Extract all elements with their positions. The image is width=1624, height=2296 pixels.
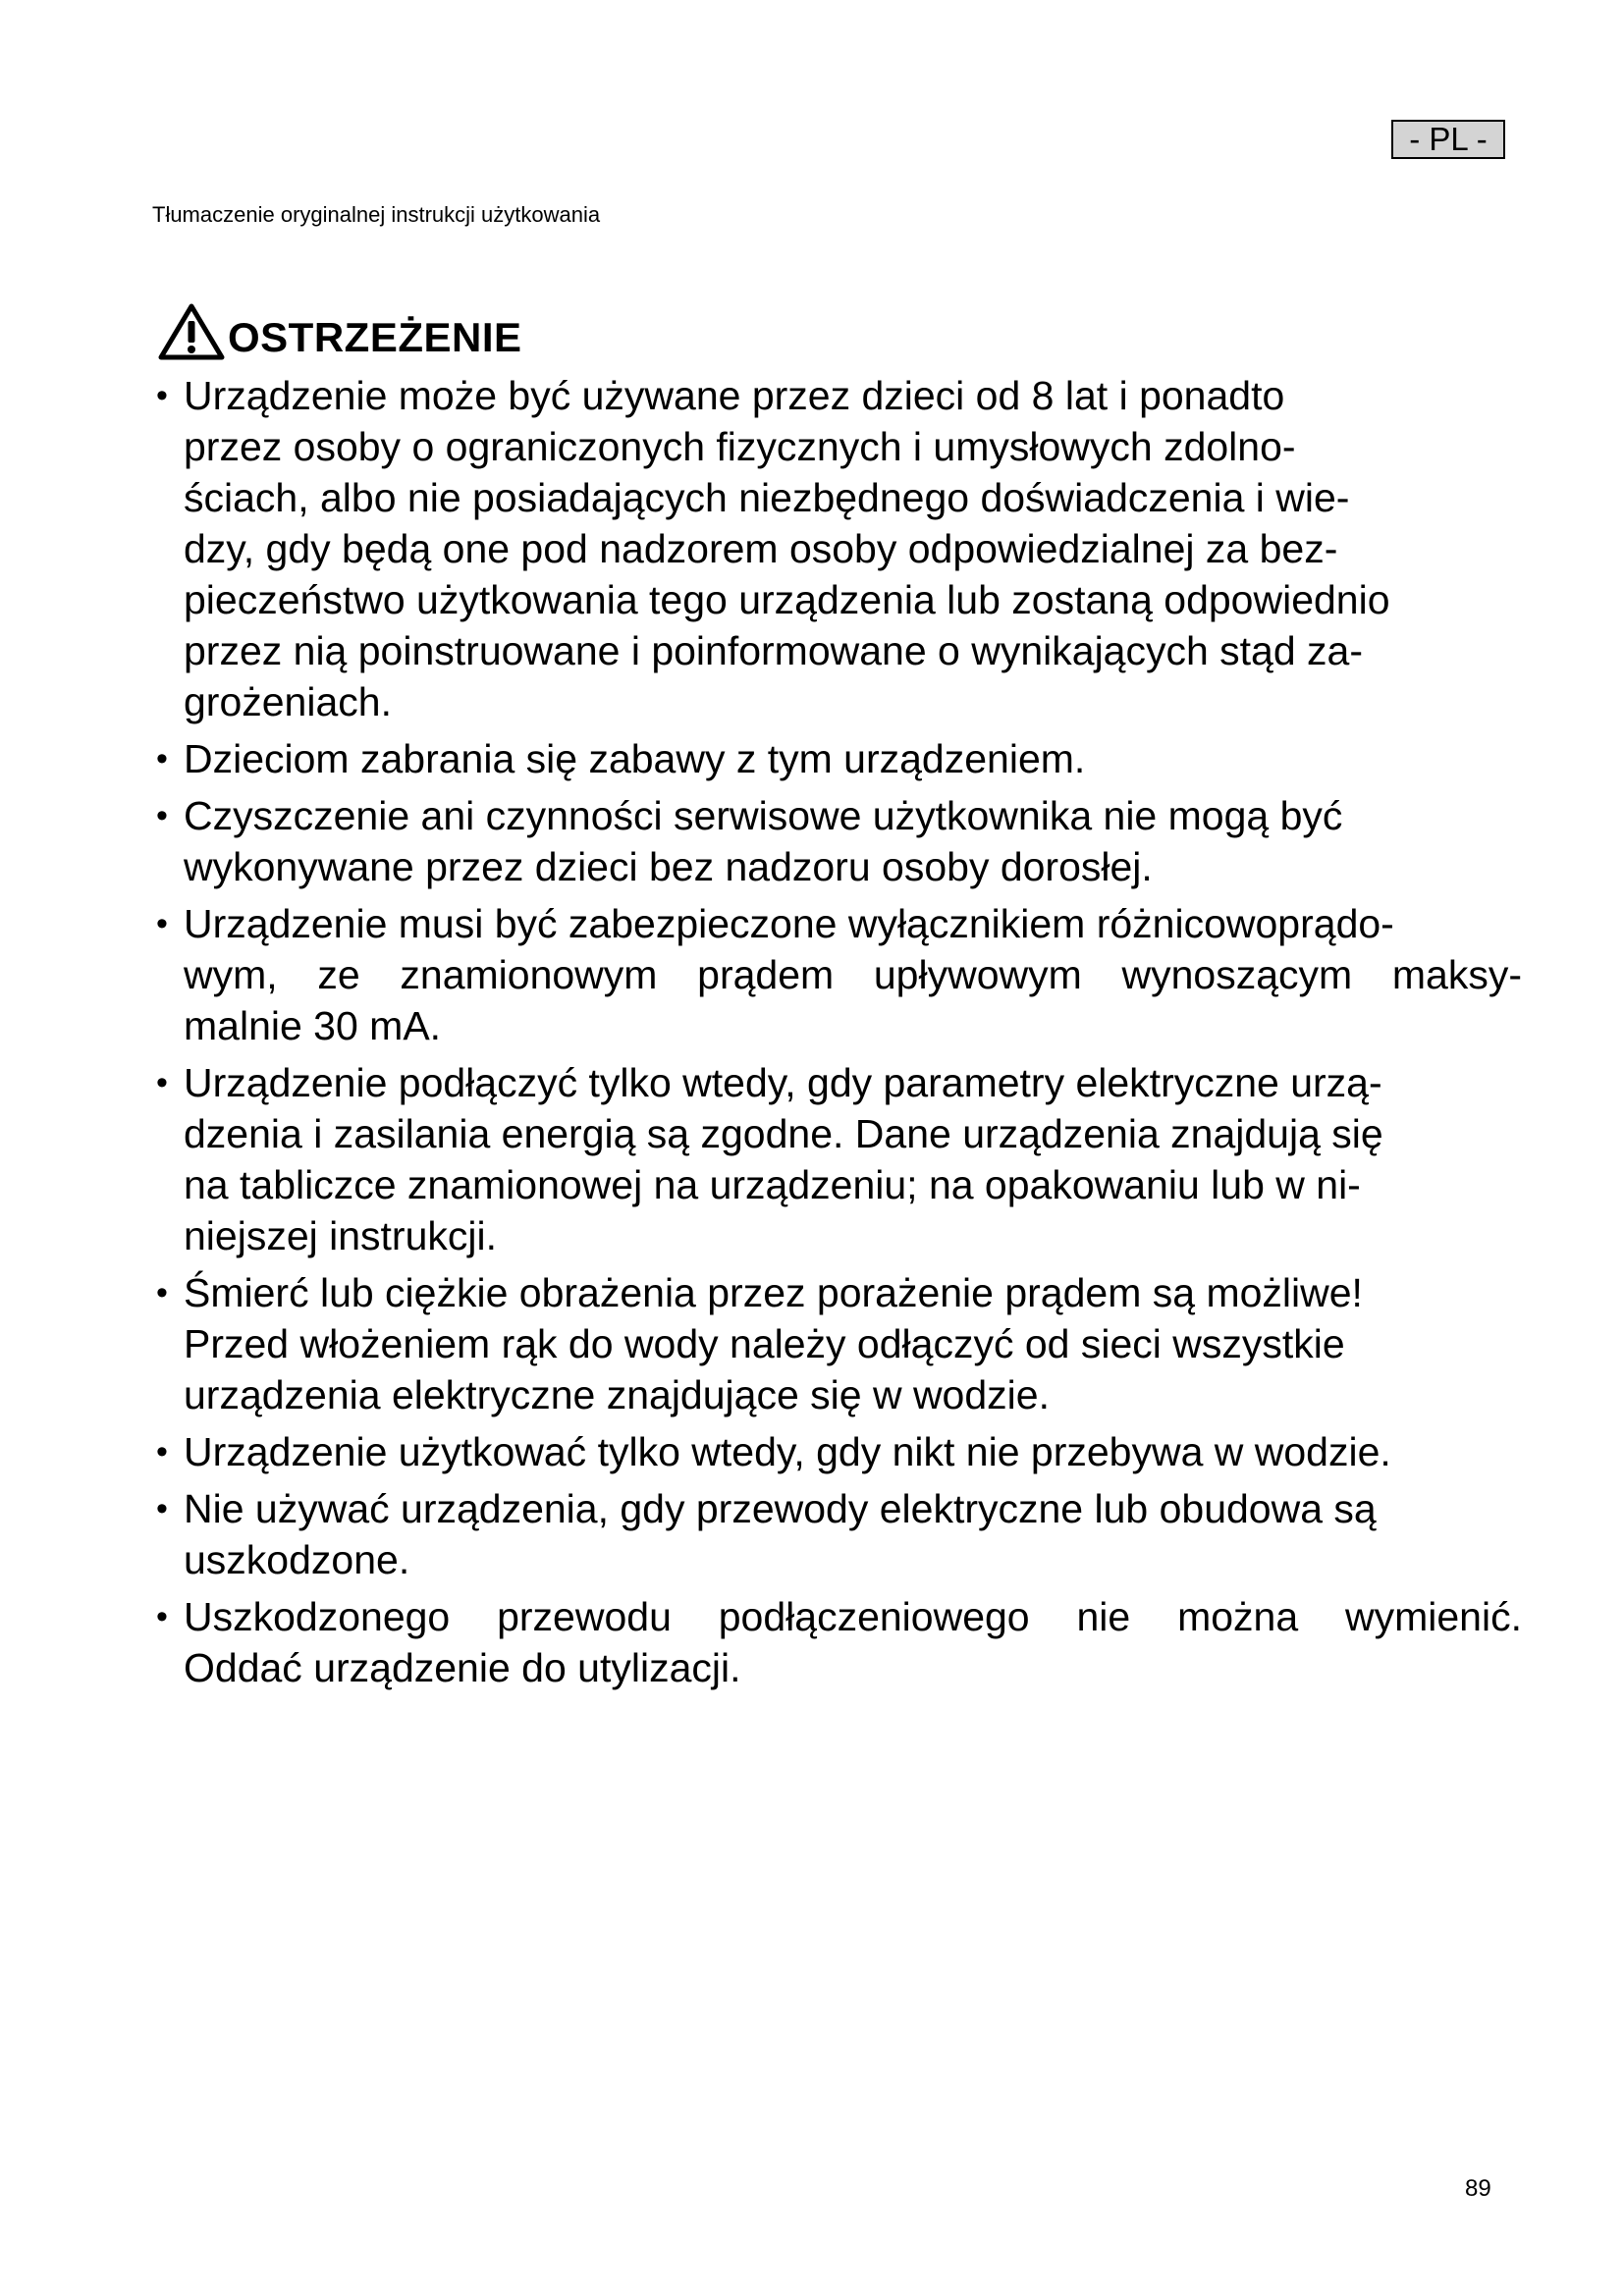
item-line: Urządzenie użytkować tylko wtedy, gdy nikt nie przebywa w wodzie. [184,1429,1391,1474]
item-line: dzy, gdy będą one pod nadzorem osoby odpowiedzialnej za bez- [184,526,1338,571]
list-item [152,1483,1522,1585]
item-line: Czyszczenie ani czynności serwisowe użytkownika nie mogą być [184,793,1343,838]
item-line: przez osoby o ograniczonych fizycznych i umysłowych zdolno- [184,424,1296,469]
item-line: Nie używać urządzenia, gdy przewody elektryczne lub obudowa są [184,1486,1377,1531]
item-line: urządzenia elektryczne znajdujące się w wodzie. [184,1372,1050,1417]
item-line: Urządzenie może być używane przez dzieci od 8 lat i ponadto [184,373,1285,418]
item-line: Urządzenie podłączyć tylko wtedy, gdy parametry elektryczne urzą- [184,1060,1382,1105]
item-line: dzenia i zasilania energią są zgodne. Dane urządzenia znajdują się [184,1111,1383,1156]
warning-title: OSTRZEŻENIE [228,314,522,360]
item-line: na tabliczce znamionowej na urządzeniu; na opakowaniu lub w ni- [184,1162,1361,1207]
page-number: 89 [1465,2175,1491,2202]
bullet-icon: • [156,377,168,414]
list-item [152,898,1522,1051]
bullet-icon: • [156,797,168,834]
warning-header [157,291,522,361]
list-item [152,370,1522,727]
document-subtitle: Tłumaczenie oryginalnej instrukcji użytkowania [152,202,601,227]
item-line: grożeniach. [184,679,392,724]
item-line: wym, ze znamionowym prądem upływowym wynoszącym maksy- [184,952,1522,997]
list-item [152,1591,1522,1693]
item-line: ściach, albo nie posiadających niezbędnego doświadczenia i wie- [184,475,1350,520]
warning-list [152,370,1522,1699]
item-line: niejszej instrukcji. [184,1213,497,1258]
bullet-icon: • [156,740,168,777]
item-line: Przed włożeniem rąk do wody należy odłączyć od sieci wszystkie [184,1321,1345,1366]
list-item [152,790,1522,892]
item-line: pieczeństwo użytkowania tego urządzenia lub zostaną odpowiednio [184,577,1390,622]
list-item [152,1057,1522,1261]
item-line: przez nią poinstruowane i poinformowane o wynikających stąd za- [184,628,1364,673]
item-line: Śmierć lub ciężkie obrażenia przez porażenie prądem są możliwe! [184,1270,1363,1315]
item-line: wykonywane przez dzieci bez nadzoru osoby dorosłej. [184,844,1153,889]
list-item [152,733,1522,784]
bullet-icon: • [156,1064,168,1101]
item-line: Oddać urządzenie do utylizacji. [184,1645,741,1690]
bullet-icon: • [156,1598,168,1635]
bullet-icon: • [156,905,168,942]
bullet-icon: • [156,1490,168,1527]
item-line: Dzieciom zabrania się zabawy z tym urządzeniem. [184,736,1086,781]
item-line: Uszkodzonego przewodu podłączeniowego nie można wymienić. [184,1594,1522,1639]
warning-triangle-icon [157,302,226,361]
bullet-icon: • [156,1274,168,1311]
list-item [152,1426,1522,1477]
bullet-icon: • [156,1433,168,1470]
item-line: Urządzenie musi być zabezpieczone wyłącznikiem różnicowoprądo- [184,901,1394,946]
item-line: uszkodzone. [184,1537,410,1582]
language-badge: - PL - [1391,120,1505,159]
list-item [152,1267,1522,1420]
item-line: malnie 30 mA. [184,1003,442,1048]
